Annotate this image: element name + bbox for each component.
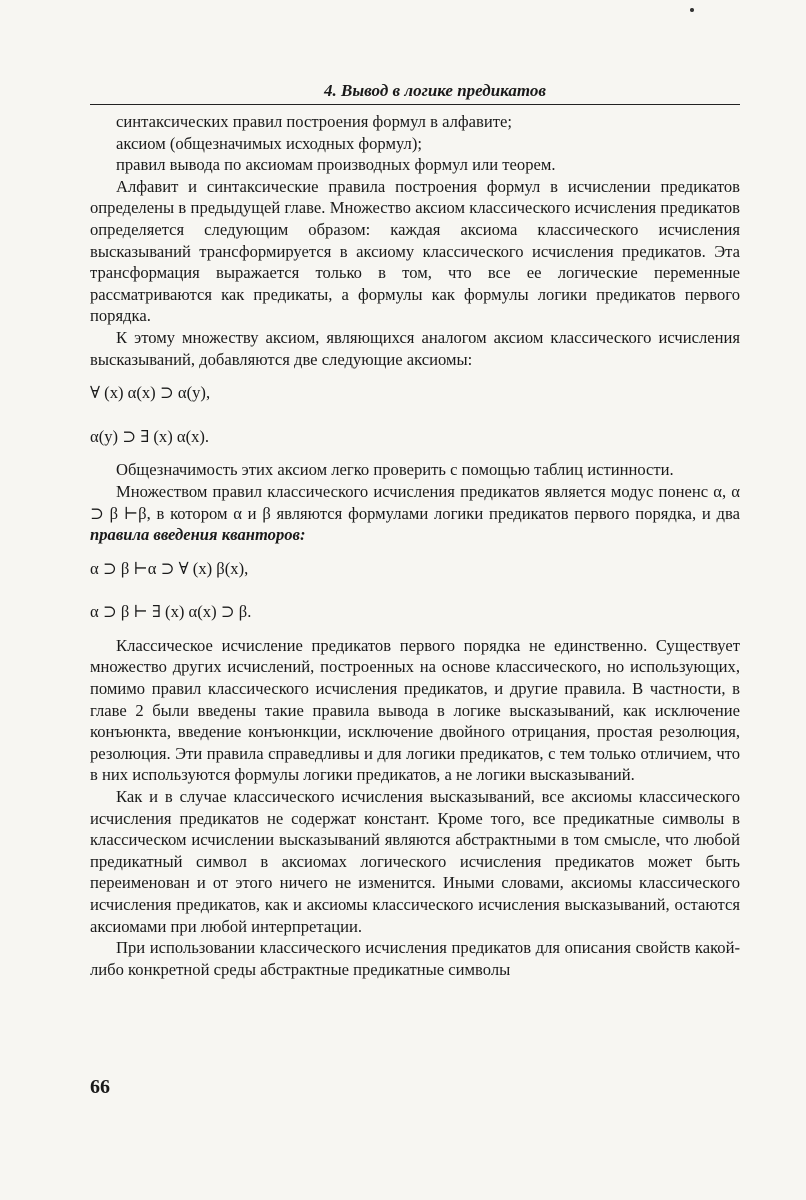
list-item: аксиом (общезначимых исходных формул); xyxy=(116,133,422,153)
paragraph-text: Множеством правил классического исчисления предикатов является модус поненс α, α ⊃ β ⊢β, в котором α и β являются формулами логики предикатов первого порядка, и два xyxy=(90,481,740,523)
rule-formula: α ⊃ β ⊢α ⊃ ∀ (x) β(x), xyxy=(90,558,249,578)
axiom-formula: α(y) ⊃ ∃ (x) α(x). xyxy=(90,426,210,446)
paragraph: Как и в случае классического исчисления высказываний, все аксиомы классического исчисления предикатов не содержат констант. Кроме того, все предикатные символы в классическом исчислении высказываний являются абстрактными в том смысле, что любой предикатный символ в аксиомах логического исчисления предикатов может быть переименован и от этого ничего не изменится. Иными словами, аксиомы классического исчисления предикатов, как и аксиомы классического исчисления высказываний, остаются аксиомами при любой интерпретации. xyxy=(90,787,740,936)
rule-formula: α ⊃ β ⊢ ∃ (x) α(x) ⊃ β. xyxy=(90,602,252,622)
axiom-formula: ∀ (x) α(x) ⊃ α(y), xyxy=(90,383,211,403)
header-rule xyxy=(90,104,740,105)
list-item: синтаксических правил построения формул в алфавите; xyxy=(116,112,512,131)
emphasis-text: правила введения кванторов: xyxy=(90,525,306,545)
list-item: правил вывода по аксиомам производных формул или теорем. xyxy=(116,155,556,175)
speck xyxy=(690,8,694,12)
page-body xyxy=(90,78,740,980)
paragraph: Алфавит и синтаксические правила построения формул в исчислении предикатов определены в предыдущей главе. Множество аксиом классического исчисления предикатов определяется следующим образом: каждая аксиома классического исчисления высказываний трансформируется в аксиому классического исчисления предикатов. Эта трансформация выражается только в том, что все ее логические переменные рассматриваются как предикаты, а формулы как формулы логики предикатов первого порядка. xyxy=(90,176,740,326)
paragraph: При использовании классического исчисления предикатов для описания свойств какой-либо конкретной среды абстрактные предикатные символы xyxy=(90,938,740,979)
page-number: 66 xyxy=(90,1076,110,1098)
paragraph: К этому множеству аксиом, являющихся аналогом аксиом классического исчисления высказываний, добавляются две следующие аксиомы: xyxy=(90,327,740,369)
paragraph: Классическое исчисление предикатов первого порядка не единственно. Существует множество других исчислений, построенных на основе классического, но использующих, помимо правил классического исчисления предикатов, и другие правила. В частности, в главе 2 были введены такие правила вывода в логике высказываний, как исключение конъюнкта, введение конъюнкции, исключение двойного отрицания, простая резолюция, резолюция. Эти правила справедливы и для логики предикатов, с тем только отличием, что в них используются формулы логики предикатов, а не логики высказываний. xyxy=(90,635,740,785)
paragraph xyxy=(90,481,740,546)
paragraph: Общезначимость этих аксиом легко проверить с помощью таблиц истинности. xyxy=(116,460,674,480)
running-head: 4. Вывод в логике предикатов xyxy=(324,81,546,100)
